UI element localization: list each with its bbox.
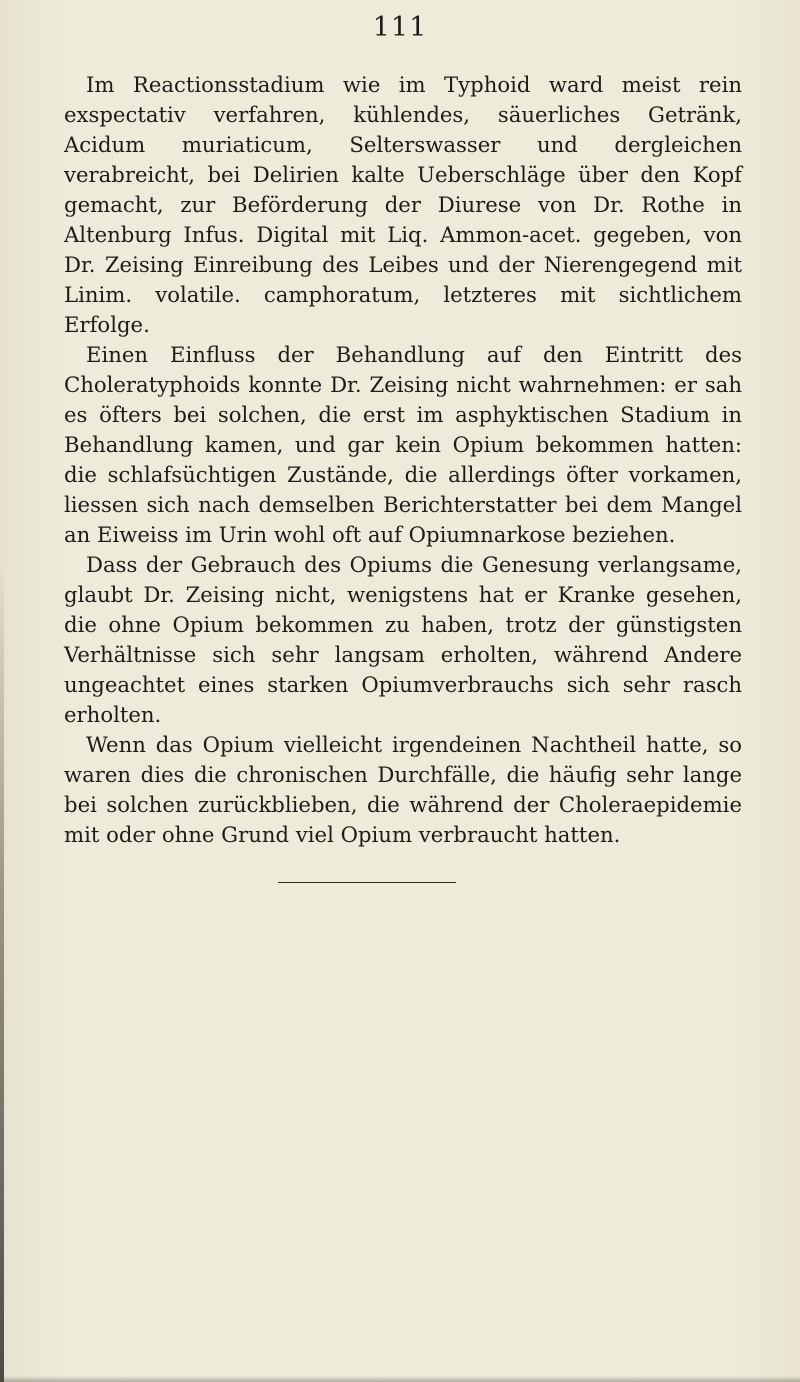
section-divider-rule — [278, 882, 456, 883]
paragraph: Einen Einfluss der Behandlung auf den Eintritt des Choleratyphoids konnte Dr. Zeising nicht wahrnehmen: er sah es öfters bei solchen, die erst im asphyktischen Stadium in Behandlung kamen, und gar kein Opium bekommen hatten: die schlafsüchtigen Zustände, die allerdings öfter vorkamen, liessen sich nach demselben Berichterstatter bei dem Mangel an Eiweiss im Urin wohl oft auf Opiumnarkose beziehen. — [64, 342, 742, 547]
page-bottom-shadow — [0, 1376, 800, 1382]
paragraph: Wenn das Opium vielleicht irgendeinen Nachtheil hatte, so waren dies die chronischen Durchfälle, die häufig sehr lange bei solchen zurückblieben, die während der Choleraepidemie mit oder ohne Grund viel Opium verbraucht hatten. — [64, 732, 742, 847]
paragraph: Im Reactionsstadium wie im Typhoid ward meist rein exspectativ verfahren, kühlendes, säuerliches Getränk, Acidum muriaticum, Selterswasser und dergleichen verabreicht, bei Delirien kalte Ueberschläge über den Kopf gemacht, zur Beförderung der Diurese von Dr. Rothe in Altenburg Infus. Digital mit Liq. Ammon-acet. gegeben, von Dr. Zeising Einreibung des Leibes und der Nierengegend mit Linim. volatile. camphoratum, letzteres mit sichtlichem Erfolge. — [64, 72, 742, 337]
page-number: 111 — [372, 12, 428, 43]
body-text — [64, 70, 742, 850]
page-edge-shadow — [0, 560, 4, 1382]
paragraph: Dass der Gebrauch des Opiums die Genesung verlangsame, glaubt Dr. Zeising nicht, wenigstens hat er Kranke gesehen, die ohne Opium bekommen zu haben, trotz der günstigsten Verhältnisse sich sehr langsam erholten, während Andere ungeachtet eines starken Opiumverbrauchs sich sehr rasch erholten. — [64, 552, 742, 727]
